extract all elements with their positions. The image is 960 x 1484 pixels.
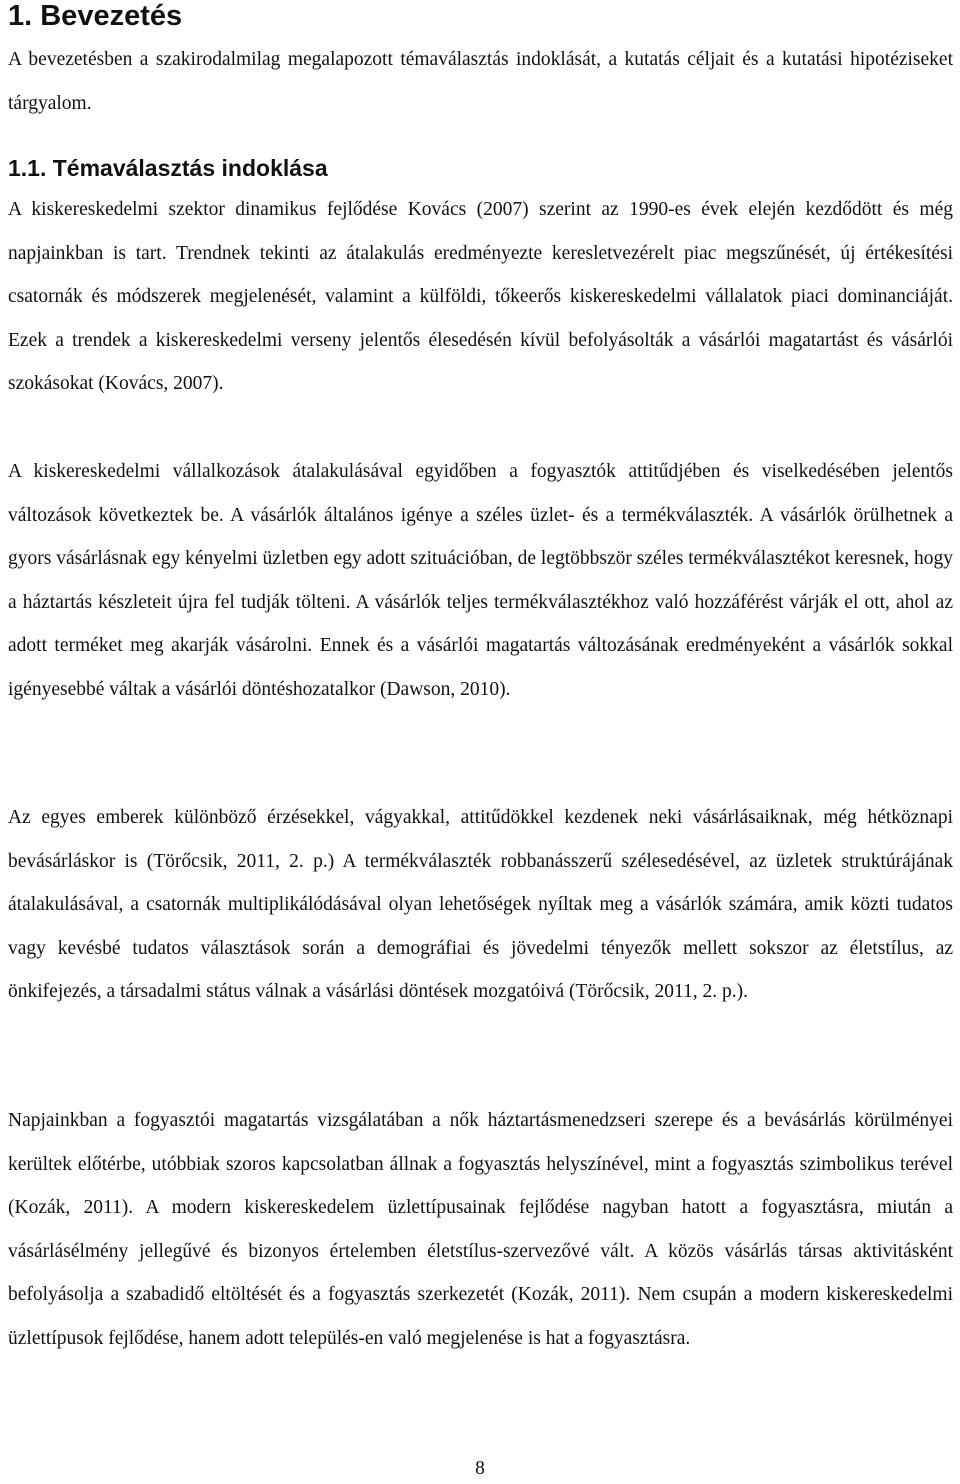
body-paragraph-4: Napjainkban a fogyasztói magatartás vizsgálatában a nők háztartásmenedzseri szerepe és a bevásárlás körülményei kerültek előtérbe, utóbbiak szoros kapcsolatban állnak a fogyasztás helyszínével, mint a fogyasztás szimbolikus terével (Kozák, 2011). A modern kiskereskedelem üzlettípusainak fejlődése nagyban hatott a fogyasztásra, miután a vásárlásélmény jellegűvé és bizonyos értelemben életstílus-szervezővé vált. A közös vásárlás társas aktivitásként befolyásolja a szabadidő eltöltését és a fogyasztás szerkezetét (Kozák, 2011). Nem csupán a modern kiskereskedelmi üzlettípusok fejlődése, hanem adott település-en való megjelenése is hat a fogyasztásra. xyxy=(8,1110,953,1349)
body-paragraph-1: A kiskereskedelmi szektor dinamikus fejlődése Kovács (2007) szerint az 1990-es évek elején kezdődött és még napjainkban is tart. Trendnek tekinti az átalakulás eredményezte keresletvezérelt piac megszűnését, új értékesítési csatornák és módszerek megjelenését, valamint a külföldi, tőkeerős kiskereskedelmi vállalatok piaci dominanciáját. Ezek a trendek a kiskereskedelmi verseny jelentős élesedésén kívül befolyásolták a vásárlói magatartást és vásárlói szokásokat (Kovács, 2007). xyxy=(8,199,953,394)
intro-paragraph: A bevezetésben a szakirodalmilag megalapozott témaválasztás indoklását, a kutatás céljait és a kutatási hipotéziseket tárgyalom. xyxy=(8,49,953,114)
body-paragraph-3: Az egyes emberek különböző érzésekkel, vágyakkal, attitűdökkel kezdenek neki vásárlásaiknak, még hétköznapi bevásárláskor is (Törőcsik, 2011, 2. p.) A termékválaszték robbanásszerű szélesedésével, az üzletek struktúrájának átalakulásával, a csatornák multiplikálódásával olyan lehetőségek nyíltak meg a vásárlók számára, amik közti tudatos vagy kevésbé tudatos választások során a demográfiai és jövedelmi tényezők mellett sokszor az életstílus, az önkifejezés, a társadalmi státus válnak a vásárlási döntések mozgatóivá (Törőcsik, 2011, 2. p.). xyxy=(8,807,953,1002)
chapter-heading: 1. Bevezetés xyxy=(8,0,183,32)
page-number: 8 xyxy=(475,1458,485,1479)
body-paragraph-2: A kiskereskedelmi vállalkozások átalakulásával egyidőben a fogyasztók attitűdjében és viselkedésében jelentős változások következtek be. A vásárlók általános igénye a széles üzlet- és a termékválaszték. A vásárlók örülhetnek a gyors vásárlásnak egy kényelmi üzletben egy adott szituációban, de legtöbbször széles termékválasztékot keresnek, hogy a háztartás készleteit újra fel tudják tölteni. A vásárlók teljes termékválasztékhoz való hozzáférést várják el ott, ahol az adott terméket meg akarják vásárolni. Ennek és a vásárlói magatartás változásának eredményeként a vásárlók sokkal igényesebbé váltak a vásárlói döntéshozatalkor (Dawson, 2010). xyxy=(8,461,953,700)
section-heading: 1.1. Témaválasztás indoklása xyxy=(8,155,328,181)
